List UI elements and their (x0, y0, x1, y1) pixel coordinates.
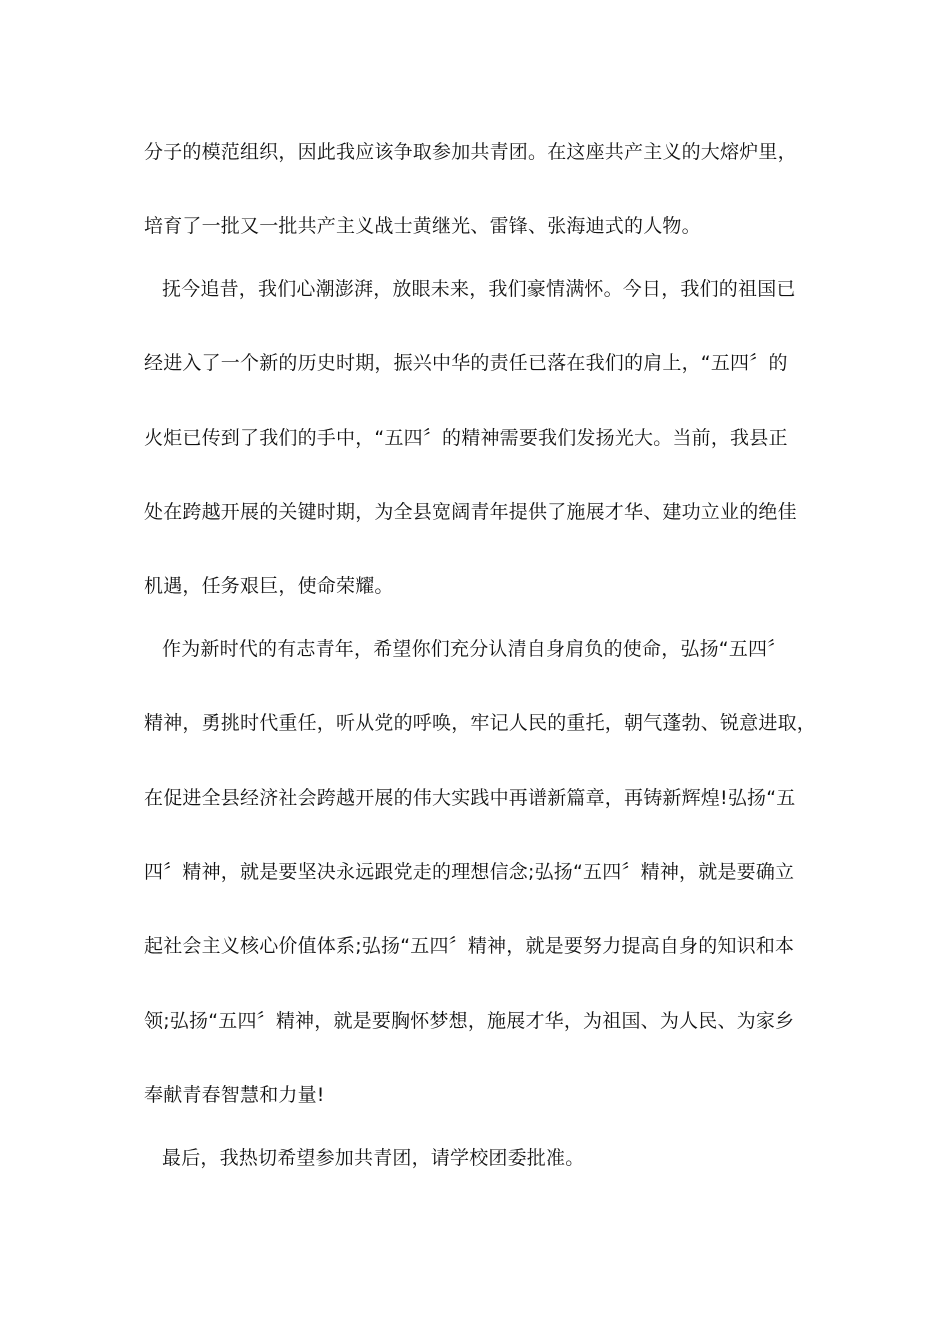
text-line: 奉献青春智慧和力量! (144, 1084, 325, 1106)
text-line: 分子的模范组织，因此我应该争取参加共青团。在这座共产主义的大熔炉里， (144, 141, 797, 163)
paragraph-start-line: 抚今追昔，我们心潮澎湃，放眼未来，我们豪情满怀。今日，我们的祖国已 (162, 278, 796, 300)
text-line: 起社会主义核心价值体系;弘扬“五四〞精神，就是要努力提高自身的知识和本 (144, 935, 795, 957)
text-line: 领;弘扬“五四〞精神，就是要胸怀梦想，施展才华，为祖国、为人民、为家乡 (144, 1010, 795, 1032)
paragraph-start-line: 最后，我热切希望参加共青团，请学校团委批准。 (162, 1147, 585, 1169)
text-line: 处在跨越开展的关键时期，为全县宽阔青年提供了施展才华、建功立业的绝佳 (144, 501, 797, 523)
text-line: 四〞精神，就是要坚决永远跟党走的理想信念;弘扬“五四〞精神，就是要确立 (144, 861, 795, 883)
text-line: 培育了一批又一批共产主义战士黄继光、雷锋、张海迪式的人物。 (144, 215, 701, 237)
text-line: 机遇，任务艰巨，使命荣耀。 (144, 575, 394, 597)
text-line: 精神，勇挑时代重任，听从党的呼唤，牢记人民的重托，朝气蓬勃、锐意进取， (144, 712, 817, 734)
text-line: 火炬已传到了我们的手中，“五四〞的精神需要我们发扬光大。当前，我县正 (144, 427, 788, 449)
paragraph-start-line: 作为新时代的有志青年，希望你们充分认清自身肩负的使命，弘扬“五四〞 (162, 638, 787, 660)
text-line: 在促进全县经济社会跨越开展的伟大实践中再谱新篇章，再铸新辉煌!弘扬“五 (144, 787, 796, 809)
text-line: 经进入了一个新的历史时期，振兴中华的责任已落在我们的肩上，“五四〞的 (144, 352, 788, 374)
